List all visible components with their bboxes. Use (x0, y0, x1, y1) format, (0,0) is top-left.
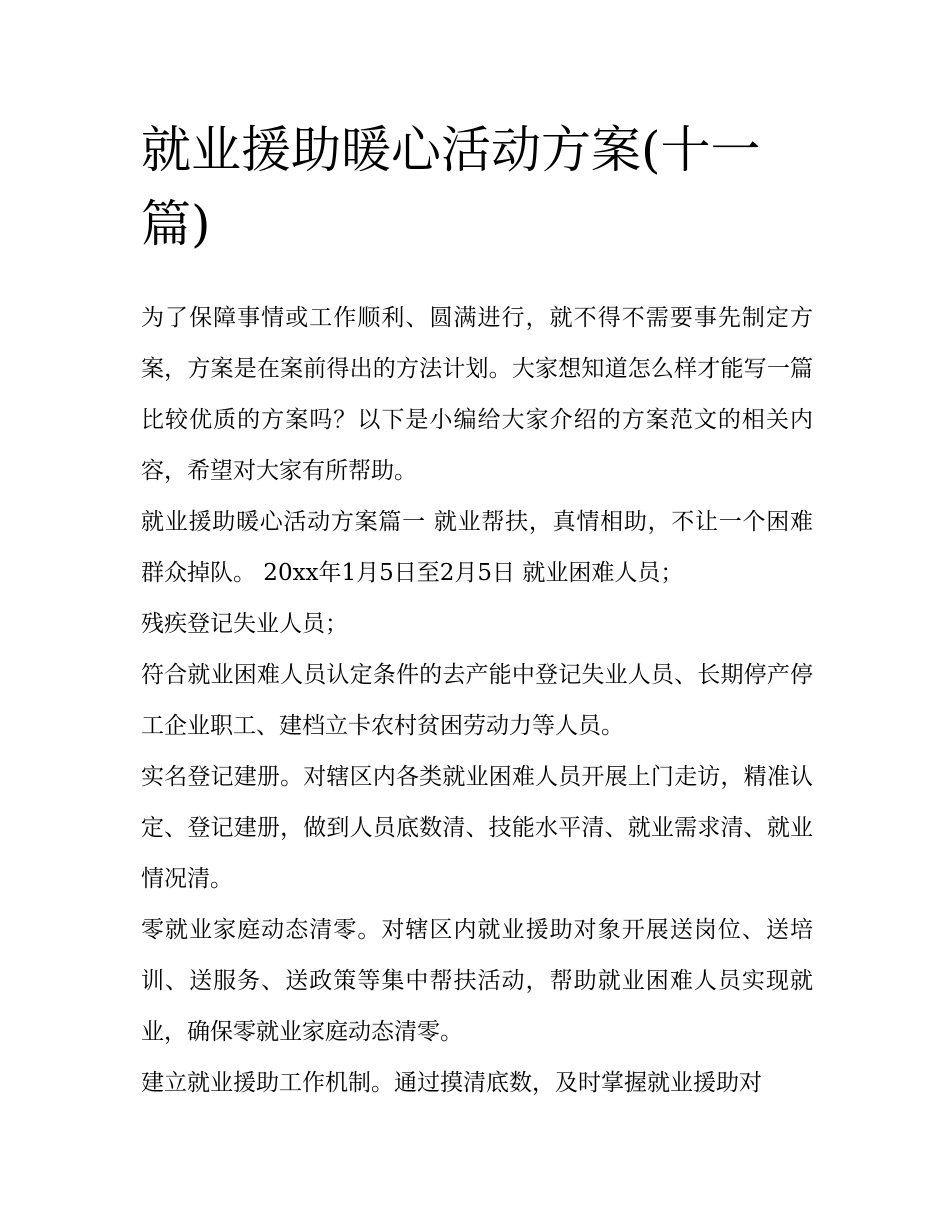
paragraph-plan-one: 就业援助暖心活动方案篇一 就业帮扶，真情相助，不让一个困难群众掉队。 20xx年1月5日至2月5日 就业困难人员； (141, 509, 813, 586)
paragraph-target-criteria: 符合就业困难人员认定条件的去产能中登记失业人员、长期停产停工企业职工、建档立卡农村贫困劳动力等人员。 (141, 662, 813, 739)
document-body (141, 113, 813, 1109)
paragraph-list (141, 293, 813, 1109)
paragraph-intro: 为了保障事情或工作顺利、圆满进行，就不得不需要事先制定方案，方案是在案前得出的方法计划。大家想知道怎么样才能写一篇比较优质的方案吗？以下是小编给大家介绍的方案范文的相关内容，希望对大家有所帮助。 (141, 305, 813, 484)
paragraph-registration: 实名登记建册。对辖区内各类就业困难人员开展上门走访，精准认定、登记建册，做到人员底数清、技能水平清、就业需求清、就业情况清。 (141, 764, 813, 892)
document-title: 就业援助暖心活动方案(十一篇) (141, 121, 761, 253)
paragraph-mechanism: 建立就业援助工作机制。通过摸清底数，及时掌握就业援助对 (141, 1070, 762, 1096)
paragraph-target-disabled: 残疾登记失业人员； (141, 611, 348, 637)
paragraph-zero-employment: 零就业家庭动态清零。对辖区内就业援助对象开展送岗位、送培训、送服务、送政策等集中帮扶活动，帮助就业困难人员实现就业，确保零就业家庭动态清零。 (141, 917, 813, 1045)
